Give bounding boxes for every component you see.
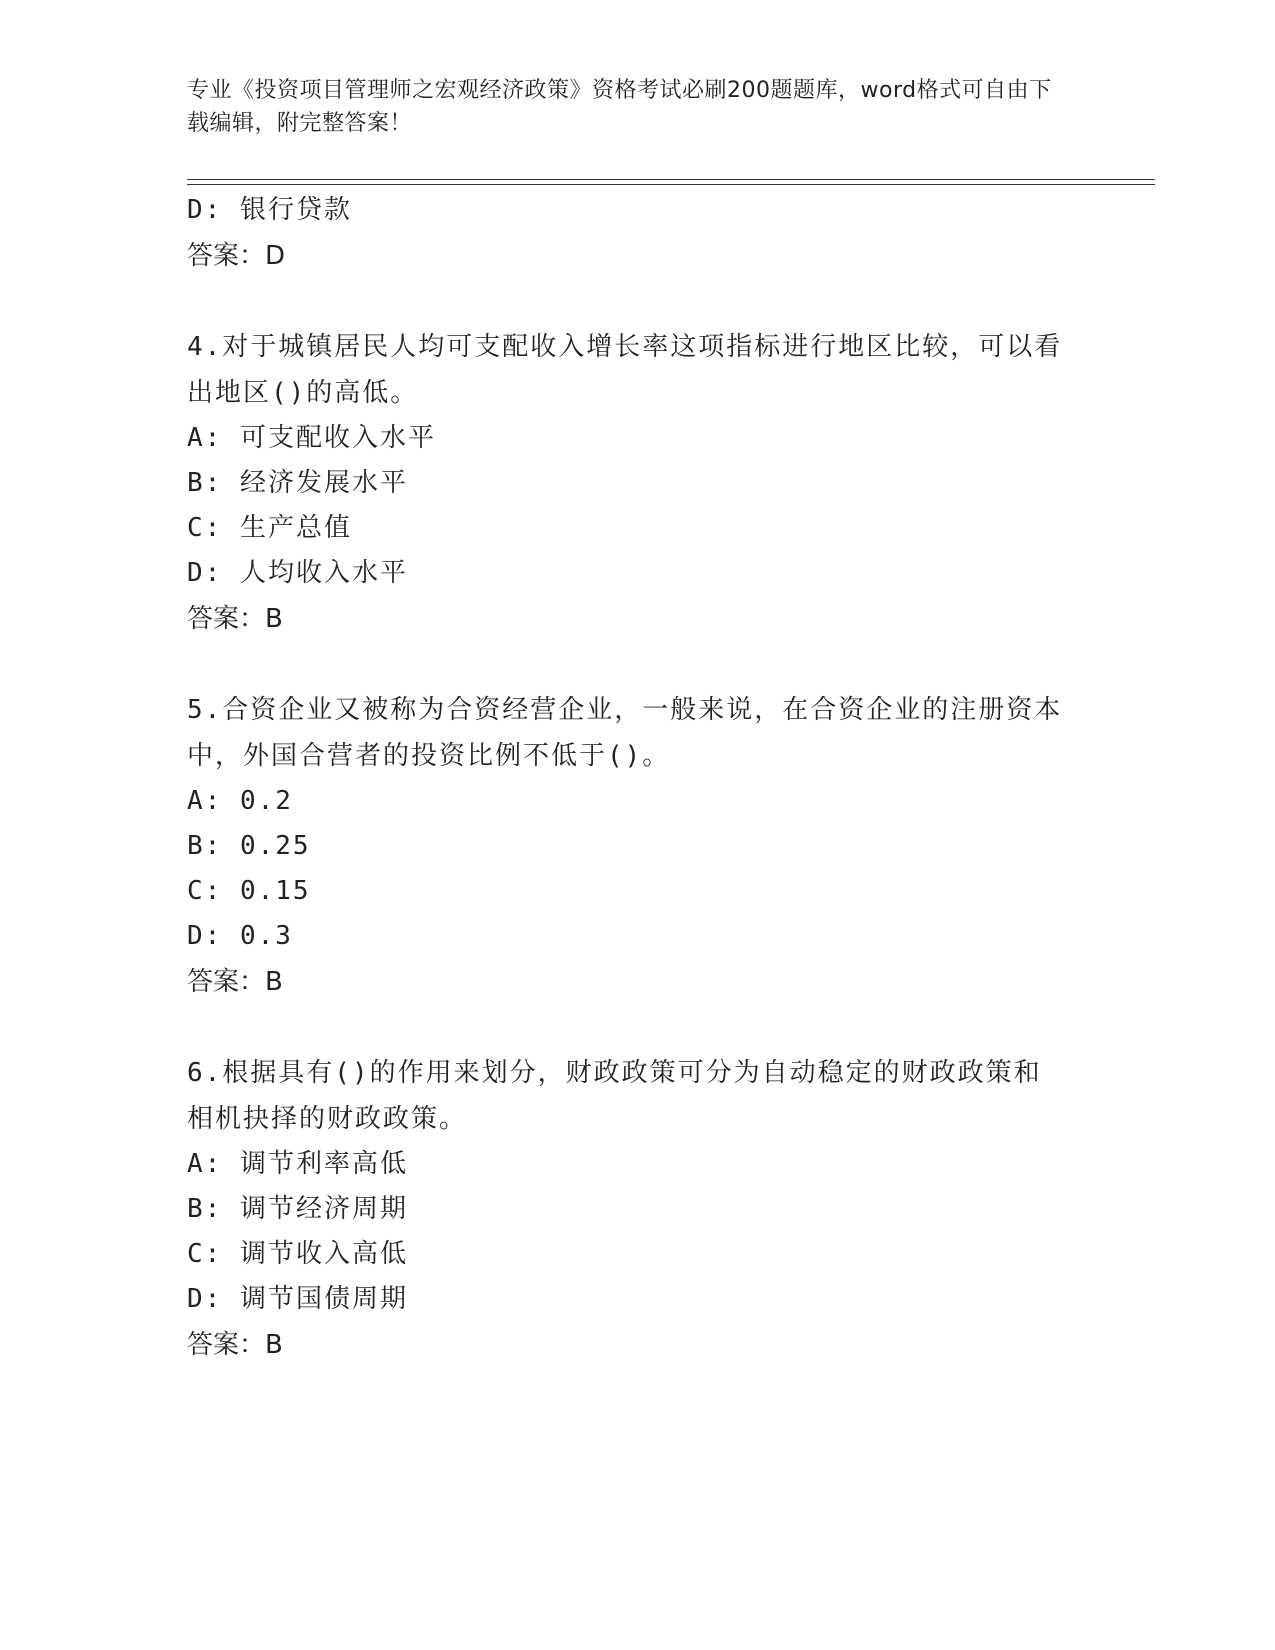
question-5 <box>187 687 1067 1005</box>
question-3-tail <box>187 188 1067 279</box>
question-6 <box>187 1050 1067 1368</box>
document-body <box>187 188 1067 1368</box>
option-b: B: 0.25 <box>187 831 311 861</box>
option-b: B: 调节经济周期 <box>187 1194 408 1224</box>
question-stem: 5.合资企业又被称为合资经营企业，一般来说，在合资企业的注册资本中，外国合营者的投资比例不低于()。 <box>187 695 1063 771</box>
option-a: A: 可支配收入水平 <box>187 423 436 453</box>
answer: 答案：D <box>187 241 286 271</box>
answer: 答案：B <box>187 967 283 997</box>
option-a: A: 调节利率高低 <box>187 1149 408 1179</box>
option-d: D: 0.3 <box>187 921 293 951</box>
header-divider <box>187 179 1155 185</box>
option-d: D: 银行贷款 <box>187 195 352 225</box>
option-c: C: 0.15 <box>187 876 311 906</box>
option-c: C: 生产总值 <box>187 513 352 543</box>
option-c: C: 调节收入高低 <box>187 1239 408 1269</box>
option-d: D: 人均收入水平 <box>187 558 408 588</box>
answer: 答案：B <box>187 604 283 634</box>
question-stem: 4.对于城镇居民人均可支配收入增长率这项指标进行地区比较，可以看出地区()的高低。 <box>187 332 1063 408</box>
question-4 <box>187 324 1067 642</box>
answer: 答案：B <box>187 1330 283 1360</box>
option-a: A: 0.2 <box>187 786 293 816</box>
option-b: B: 经济发展水平 <box>187 468 408 498</box>
question-stem: 6.根据具有()的作用来划分，财政政策可分为自动稳定的财政政策和相机抉择的财政政策。 <box>187 1058 1042 1134</box>
option-d: D: 调节国债周期 <box>187 1284 408 1314</box>
page-header: 专业《投资项目管理师之宏观经济政策》资格考试必刷200题题库，word格式可自由下载编辑，附完整答案！ <box>187 78 1052 136</box>
